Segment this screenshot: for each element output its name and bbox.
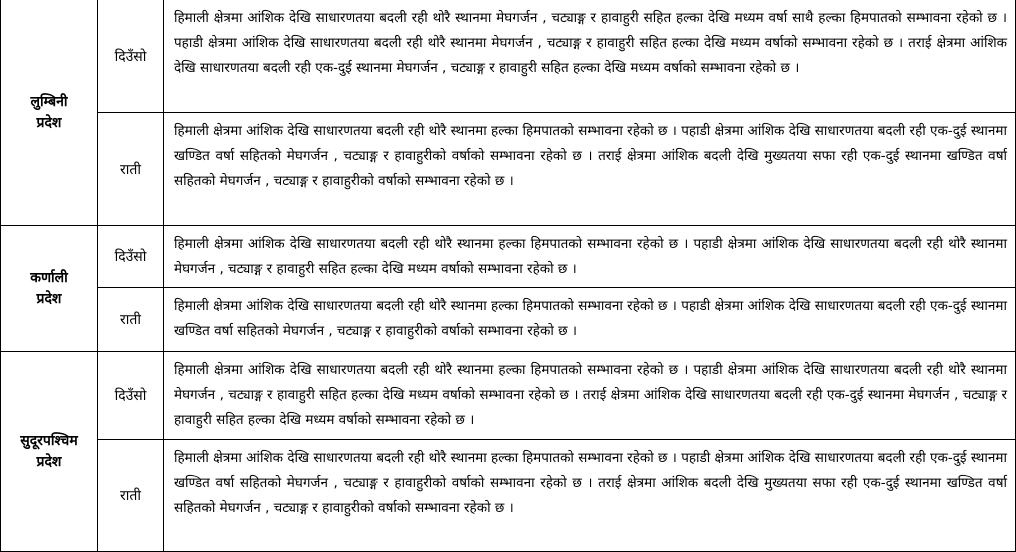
table-row-lumbini-night (1, 113, 1016, 226)
forecast-text-night: हिमाली क्षेत्रमा आंशिक देखि साधारणतया बदली रही थोरै स्थानमा हल्का हिमपातको सम्भावना रहेको छ । पहाडी क्षेत्रमा आंशिक देखि साधारणतया बदली रही एक-दुई स्थानमा खण्डित वर्षा सहितको मेघगर्जन , चट्याङ्ग र हावाहुरीको वर्षाको सम्भावना रहेको छ । (164, 288, 1016, 352)
forecast-text-day: हिमाली क्षेत्रमा आंशिक देखि साधारणतया बदली रही थोरै स्थानमा हल्का हिमपातको सम्भावना रहेको छ । पहाडी क्षेत्रमा आंशिक देखि साधारणतया बदली रही थोरै स्थानमा मेघगर्जन , चट्याङ्ग र हावाहुरी सहित हल्का देखि मध्यम वर्षाको सम्भावना रहेको छ । (164, 226, 1016, 288)
region-cell-karnali (1, 226, 98, 352)
forecast-text-day: हिमाली क्षेत्रमा आंशिक देखि साधारणतया बदली रही थोरै स्थानमा मेघगर्जन , चट्याङ्ग र हावाहुरी सहित हल्का देखि मध्यम वर्षा साथै हल्का हिमपातको सम्भावना रहेको छ । पहाडी क्षेत्रमा आंशिक देखि साधारणतया बदली रही थोरै स्थानमा मेघगर्जन , चट्याङ्ग र हावाहुरी सहित हल्का देखि मध्यम वर्षाको सम्भावना रहेको छ । तराई क्षेत्रमा आंशिक देखि साधारणतया बदली रही एक-दुई स्थानमा मेघगर्जन , चट्याङ्ग र हावाहुरी सहित हल्का देखि मध्यम वर्षाको सम्भावना रहेको छ । (164, 0, 1016, 113)
table-row-sudurpashchim-day (1, 352, 1016, 440)
region-name-line1: लुम्बिनी (30, 93, 68, 110)
table-row-karnali-day (1, 226, 1016, 288)
period-label-day: दिउँसो (98, 226, 164, 288)
region-name-line2: प्रदेश (36, 114, 62, 131)
table-row-lumbini-day (1, 0, 1016, 113)
region-name-line1: सुदूरपश्चिम (20, 432, 78, 449)
region-cell-sudurpashchim (1, 352, 98, 552)
forecast-text-night: हिमाली क्षेत्रमा आंशिक देखि साधारणतया बदली रही थोरै स्थानमा हल्का हिमपातको सम्भावना रहेको छ । पहाडी क्षेत्रमा आंशिक देखि साधारणतया बदली रही एक-दुई स्थानमा खण्डित वर्षा सहितको मेघगर्जन , चट्याङ्ग र हावाहुरीको वर्षाको सम्भावना रहेको छ । तराई क्षेत्रमा आंशिक बदली देखि मुख्यतया सफा रही एक-दुई स्थानमा खण्डित वर्षा सहितको मेघगर्जन , चट्याङ्ग र हावाहुरीको वर्षाको सम्भावना रहेको छ । (164, 440, 1016, 552)
region-name-line2: प्रदेश (36, 290, 62, 307)
period-label-night: राती (98, 440, 164, 552)
period-label-day: दिउँसो (98, 352, 164, 440)
period-label-night: राती (98, 113, 164, 226)
region-name-line1: कर्णाली (30, 269, 68, 286)
forecast-text-day: हिमाली क्षेत्रमा आंशिक देखि साधारणतया बदली रही थोरै स्थानमा हल्का हिमपातको सम्भावना रहेको छ । पहाडी क्षेत्रमा आंशिक देखि साधारणतया बदली रही थोरै स्थानमा मेघगर्जन , चट्याङ्ग र हावाहुरी सहित हल्का देखि मध्यम वर्षाको सम्भावना रहेको छ । तराई क्षेत्रमा आंशिक देखि साधारणतया बदली रही एक-दुई स्थानमा मेघगर्जन , चट्याङ्ग र हावाहुरी सहित हल्का देखि मध्यम वर्षाको सम्भावना रहेको छ । (164, 352, 1016, 440)
table-row-karnali-night (1, 288, 1016, 352)
period-label-night: राती (98, 288, 164, 352)
table-row-sudurpashchim-night (1, 440, 1016, 552)
region-cell-lumbini (1, 0, 98, 226)
period-label-day: दिउँसो (98, 0, 164, 113)
region-name-line2: प्रदेश (36, 453, 62, 470)
forecast-text-night: हिमाली क्षेत्रमा आंशिक देखि साधारणतया बदली रही थोरै स्थानमा हल्का हिमपातको सम्भावना रहेको छ । पहाडी क्षेत्रमा आंशिक देखि साधारणतया बदली रही एक-दुई स्थानमा खण्डित वर्षा सहितको मेघगर्जन , चट्याङ्ग र हावाहुरीको वर्षाको सम्भावना रहेको छ । तराई क्षेत्रमा आंशिक बदली देखि मुख्यतया सफा रही एक-दुई स्थानमा खण्डित वर्षा सहितको मेघगर्जन , चट्याङ्ग र हावाहुरीको वर्षाको सम्भावना रहेको छ । (164, 113, 1016, 226)
